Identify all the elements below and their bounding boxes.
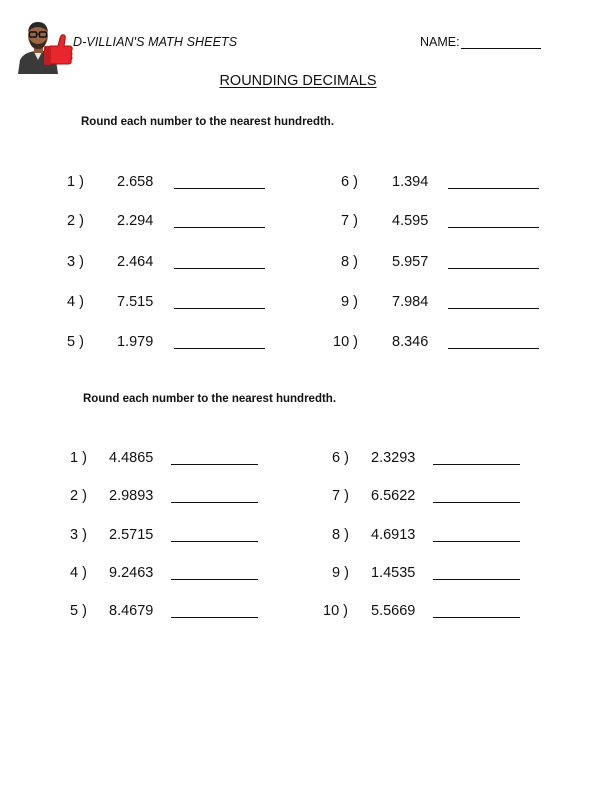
name-label: NAME: [420, 35, 460, 49]
problem-number: 2 ) [67, 213, 84, 229]
answer-line[interactable] [433, 579, 520, 580]
answer-line[interactable] [171, 541, 258, 542]
name-field[interactable] [420, 35, 541, 49]
answer-line[interactable] [433, 464, 520, 465]
answer-line[interactable] [171, 617, 258, 618]
problem-number: 8 ) [332, 527, 349, 543]
problem-number: 8 ) [341, 254, 358, 270]
problem-value: 2.294 [117, 213, 154, 229]
problem-number: 4 ) [70, 565, 87, 581]
problem-value: 4.595 [392, 213, 429, 229]
problem-number: 7 ) [341, 213, 358, 229]
answer-line[interactable] [174, 308, 265, 309]
problem-number: 7 ) [332, 488, 349, 504]
problem-value: 7.515 [117, 294, 154, 310]
answer-line[interactable] [174, 227, 265, 228]
problem-value: 1.394 [392, 174, 429, 190]
problem-value: 8.4679 [109, 603, 154, 619]
answer-line[interactable] [448, 348, 539, 349]
answer-line[interactable] [433, 617, 520, 618]
problem-value: 9.2463 [109, 565, 154, 581]
problem-number: 4 ) [67, 294, 84, 310]
problem-value: 2.9893 [109, 488, 154, 504]
answer-line[interactable] [171, 502, 258, 503]
problem-value: 7.984 [392, 294, 429, 310]
answer-line[interactable] [448, 227, 539, 228]
problem-value: 2.3293 [371, 450, 416, 466]
answer-line[interactable] [448, 188, 539, 189]
problem-number: 3 ) [70, 527, 87, 543]
problem-value: 4.6913 [371, 527, 416, 543]
answer-line[interactable] [433, 541, 520, 542]
problem-value: 2.464 [117, 254, 154, 270]
problem-number: 3 ) [67, 254, 84, 270]
problem-value: 4.4865 [109, 450, 154, 466]
avatar-thumbs-up-logo [14, 16, 74, 74]
answer-line[interactable] [448, 268, 539, 269]
problem-number: 10 ) [323, 603, 348, 619]
problem-value: 1.979 [117, 334, 154, 350]
answer-line[interactable] [433, 502, 520, 503]
answer-line[interactable] [171, 579, 258, 580]
problem-number: 6 ) [332, 450, 349, 466]
problem-value: 2.5715 [109, 527, 154, 543]
problem-number: 1 ) [67, 174, 84, 190]
problem-number: 1 ) [70, 450, 87, 466]
problem-value: 5.5669 [371, 603, 416, 619]
problem-number: 9 ) [332, 565, 349, 581]
section-1-instruction: Round each number to the nearest hundredth. [81, 116, 335, 128]
problem-number: 9 ) [341, 294, 358, 310]
answer-line[interactable] [171, 464, 258, 465]
problem-number: 6 ) [341, 174, 358, 190]
name-blank-line[interactable] [461, 36, 541, 49]
answer-line[interactable] [174, 348, 265, 349]
problem-number: 2 ) [70, 488, 87, 504]
page-title: ROUNDING DECIMALS [219, 73, 377, 89]
answer-line[interactable] [174, 188, 265, 189]
answer-line[interactable] [174, 268, 265, 269]
answer-line[interactable] [448, 308, 539, 309]
problem-value: 8.346 [392, 334, 429, 350]
problem-value: 6.5622 [371, 488, 416, 504]
problem-value: 1.4535 [371, 565, 416, 581]
problem-value: 2.658 [117, 174, 154, 190]
brand-title: D-VILLIAN'S MATH SHEETS [73, 35, 238, 49]
section-2-instruction: Round each number to the nearest hundredth. [83, 393, 337, 405]
problem-number: 5 ) [70, 603, 87, 619]
problem-number: 5 ) [67, 334, 84, 350]
problem-value: 5.957 [392, 254, 429, 270]
problem-number: 10 ) [333, 334, 358, 350]
